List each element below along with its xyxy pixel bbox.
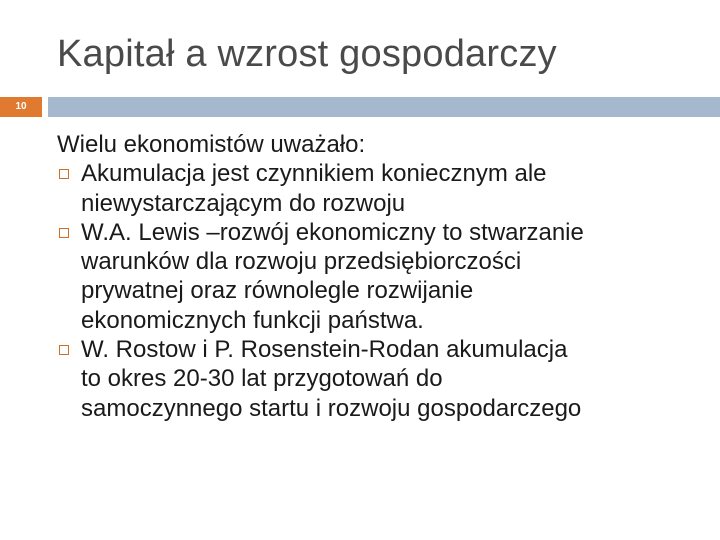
bullet-item <box>57 159 697 218</box>
bullet-line: warunków dla rozwoju przedsiębiorczości <box>81 248 522 276</box>
bullet-line: W.A. Lewis –rozwój ekonomiczny to stwarzanie <box>81 218 584 246</box>
bullet-item <box>57 218 697 335</box>
bullet-line: Akumulacja jest czynnikiem koniecznym ale <box>81 160 547 188</box>
bullet-line: ekonomicznych funkcji państwa. <box>81 306 424 334</box>
bullet-item <box>57 335 697 423</box>
hollow-square-bullet-icon <box>59 169 69 179</box>
slide-body <box>57 130 697 423</box>
bullet-line: prywatnej oraz równolegle rozwijanie <box>81 277 474 305</box>
bullet-line: samoczynnego startu i rozwoju gospodarczego <box>81 394 582 422</box>
bullet-line: to okres 20-30 lat przygotowań do <box>81 365 443 393</box>
slide-number: 10 <box>15 101 27 112</box>
title-divider-band <box>48 97 720 117</box>
slide-title: Kapitał a wzrost gospodarczy <box>57 33 557 75</box>
bullet-line: W. Rostow i P. Rosenstein-Rodan akumulacja <box>81 336 568 364</box>
bullet-list <box>57 159 697 423</box>
bullet-line: niewystarczającym do rozwoju <box>81 189 406 217</box>
hollow-square-bullet-icon <box>59 345 69 355</box>
hollow-square-bullet-icon <box>59 228 69 238</box>
intro-text: Wielu ekonomistów uważało: <box>57 131 366 158</box>
